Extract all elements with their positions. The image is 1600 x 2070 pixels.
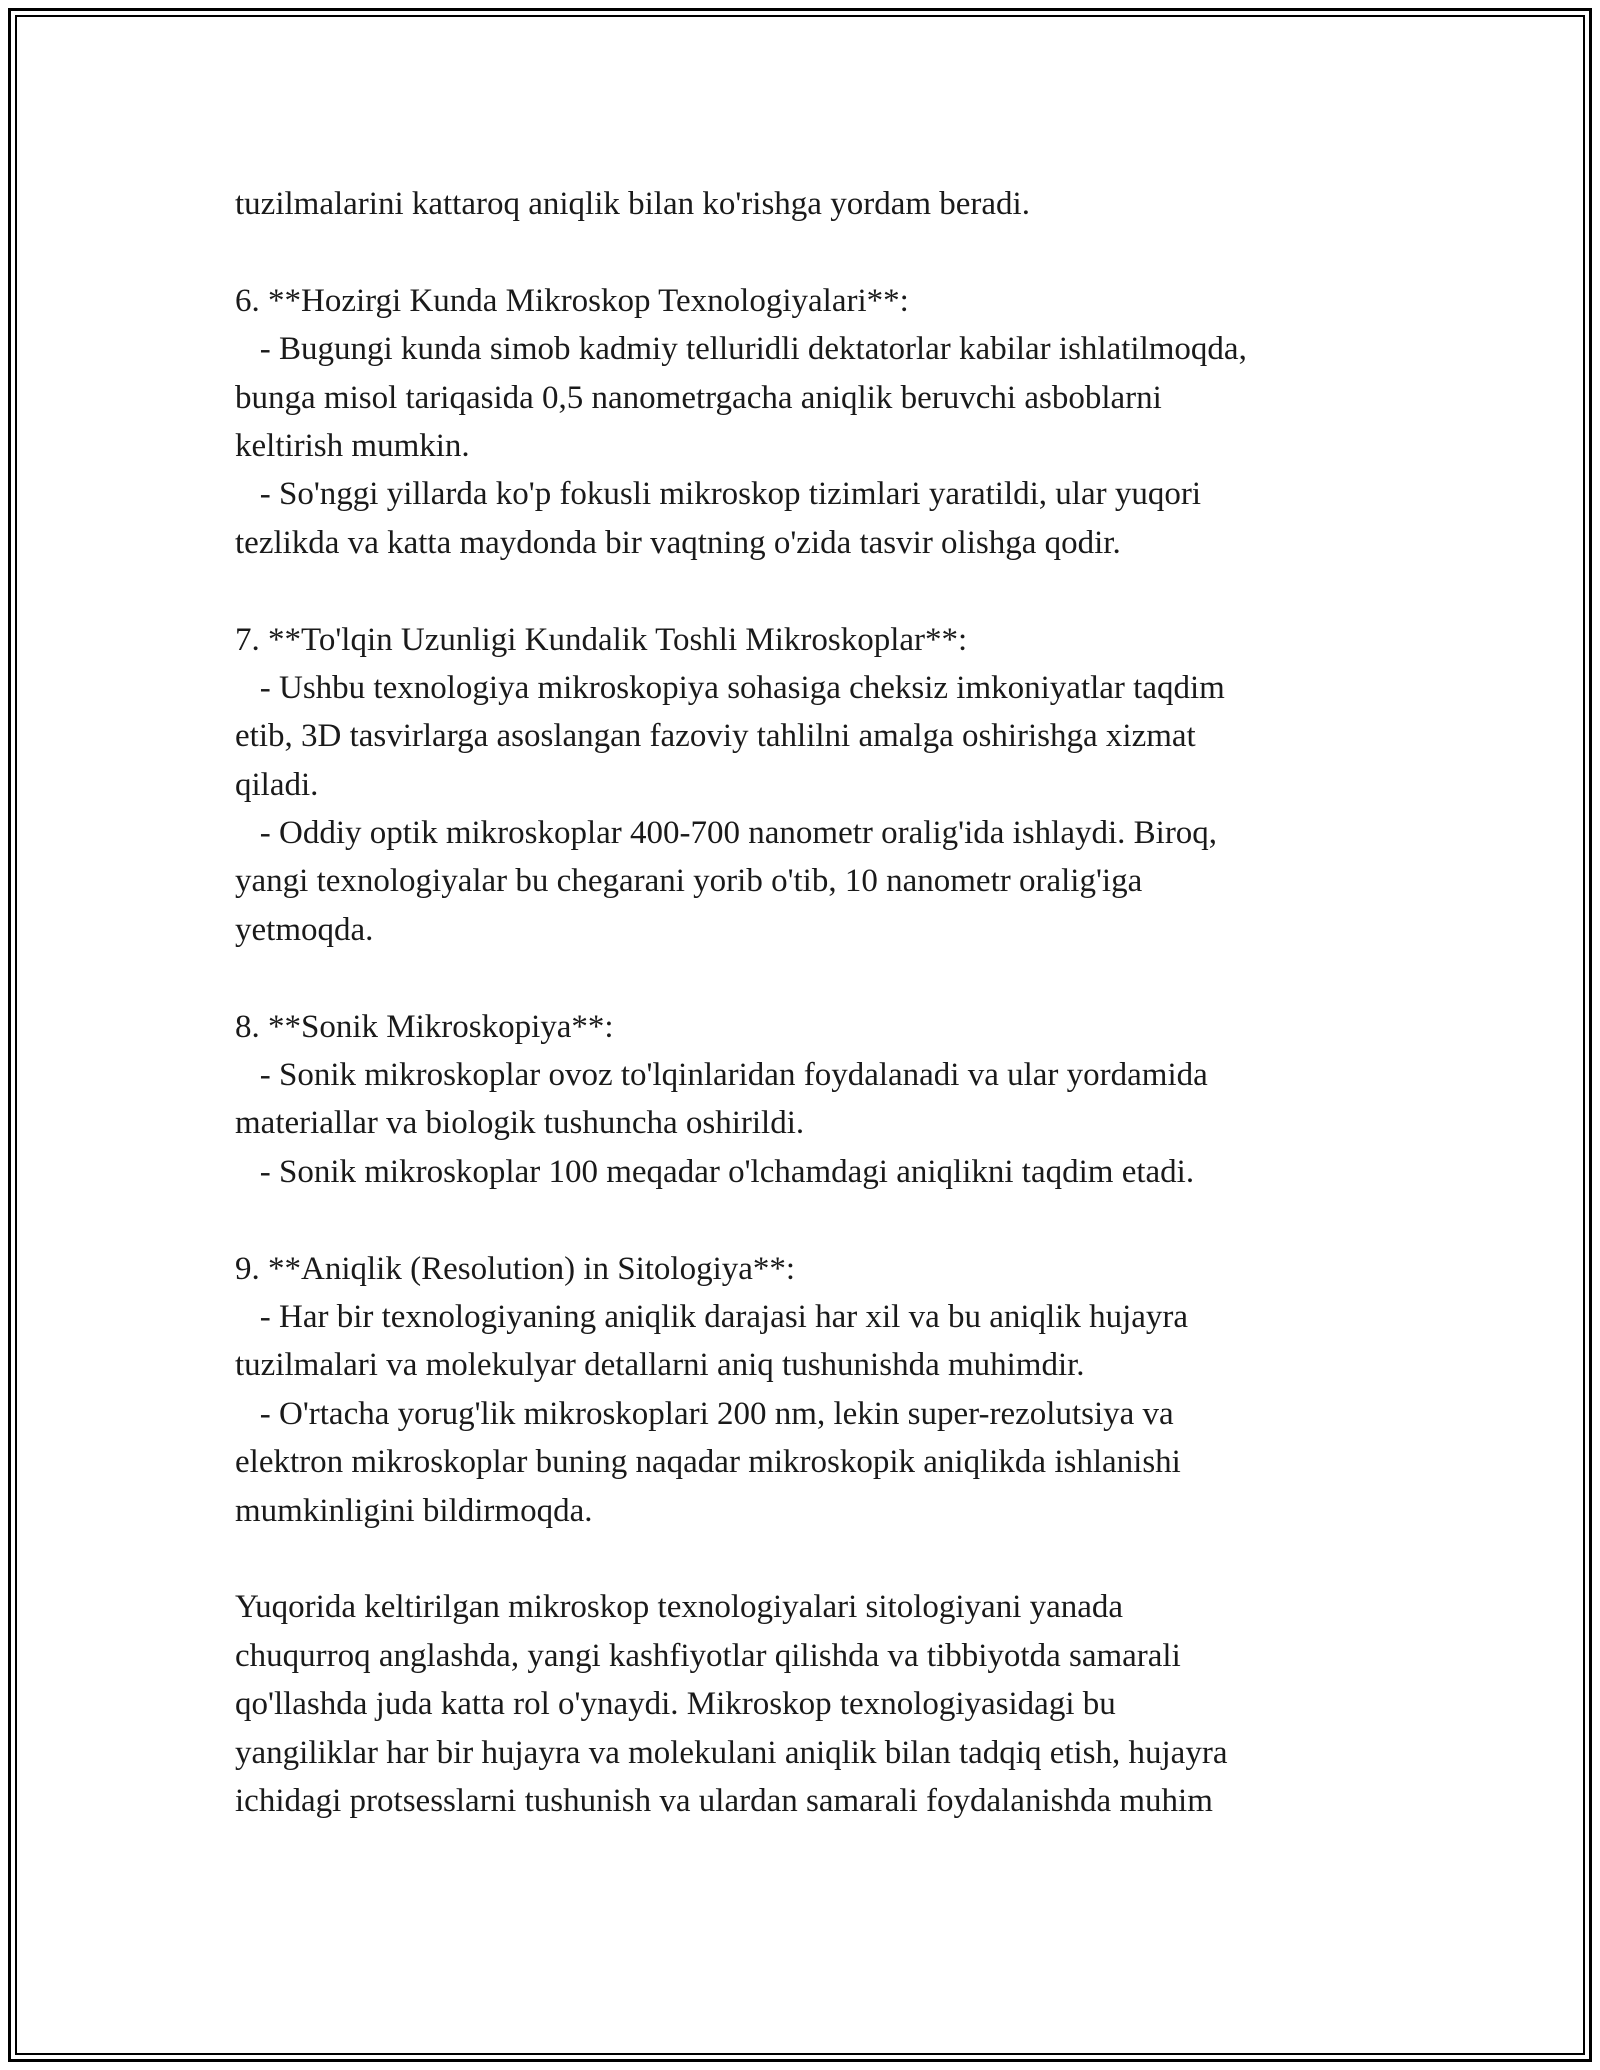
text-line: qiladi. — [235, 766, 319, 803]
text-line: tuzilmalarini kattaroq aniqlik bilan ko'rishga yordam beradi. — [235, 186, 1030, 222]
text-line: - O'rtacha yorug'lik mikroskoplari 200 nm, lekin super-rezolutsiya va — [235, 1395, 1174, 1432]
section-heading: 9. **Aniqlik (Resolution) in Sitologiya**: — [235, 1250, 796, 1287]
conclusion-line: Yuqorida keltirilgan mikroskop texnologiyalari sitologiyani yanada — [235, 1589, 1124, 1626]
blank-line — [235, 1535, 1385, 1583]
text-line: - Bugungi kunda simob kadmiy telluridli dektatorlar kabilar ishlatilmoqda, — [235, 331, 1247, 368]
text-line: bunga misol tariqasida 0,5 nanometrgacha aniqlik beruvchi asboblarni — [235, 379, 1162, 416]
text-line: - Sonik mikroskoplar 100 meqadar o'lchamdagi aniqlikni taqdim etadi. — [235, 1153, 1195, 1190]
text-line: - Sonik mikroskoplar ovoz to'lqinlaridan foydalanadi va ular yordamida — [235, 1057, 1208, 1094]
text-line: - Ushbu texnologiya mikroskopiya sohasiga cheksiz imkoniyatlar taqdim — [235, 669, 1225, 706]
conclusion-line: ichidagi protsesslarni tushunish va ulardan samarali foydalanishda muhim — [235, 1782, 1213, 1819]
text-line: materiallar va biologik tushuncha oshirildi. — [235, 1105, 805, 1142]
document-body — [235, 180, 1385, 1825]
text-line: tezlikda va katta maydonda bir vaqtning o'zida tasvir olishga qodir. — [235, 524, 1121, 561]
section-heading: 8. **Sonik Mikroskopiya**: — [235, 1008, 614, 1045]
conclusion-line: yangiliklar har bir hujayra va molekulani aniqlik bilan tadqiq etish, hujayra — [235, 1734, 1228, 1771]
text-line: yangi texnologiyalar bu chegarani yorib o'tib, 10 nanometr oralig'iga — [235, 863, 1143, 900]
text-line: - Oddiy optik mikroskoplar 400-700 nanometr oralig'ida ishlaydi. Biroq, — [235, 815, 1218, 852]
conclusion-line: chuqurroq anglashda, yangi kashfiyotlar qilishda va tibbiyotda samarali — [235, 1637, 1181, 1674]
text-line: tuzilmalari va molekulyar detallarni aniq tushunishda muhimdir. — [235, 1347, 1085, 1384]
conclusion-line: qo'llashda juda katta rol o'ynaydi. Mikroskop texnologiyasidagi bu — [235, 1686, 1116, 1723]
text-line: mumkinligini bildirmoqda. — [235, 1492, 593, 1529]
text-line: keltirish mumkin. — [235, 427, 470, 464]
section-heading: 6. **Hozirgi Kunda Mikroskop Texnologiyalari**: — [235, 282, 909, 319]
blank-line — [235, 954, 1385, 1002]
blank-line — [235, 567, 1385, 615]
text-line: etib, 3D tasvirlarga asoslangan fazoviy tahlilni amalga oshirishga xizmat — [235, 718, 1196, 755]
text-line: - So'nggi yillarda ko'p fokusli mikroskop tizimlari yaratildi, ular yuqori — [235, 476, 1201, 513]
text-line: yetmoqda. — [235, 911, 374, 948]
blank-line — [235, 1196, 1385, 1244]
section-heading: 7. **To'lqin Uzunligi Kundalik Toshli Mikroskoplar**: — [235, 621, 968, 658]
text-line: elektron mikroskoplar buning naqadar mikroskopik aniqlikda ishlanishi — [235, 1444, 1181, 1481]
blank-line — [235, 228, 1385, 276]
text-line: - Har bir texnologiyaning aniqlik darajasi har xil va bu aniqlik hujayra — [235, 1298, 1189, 1335]
